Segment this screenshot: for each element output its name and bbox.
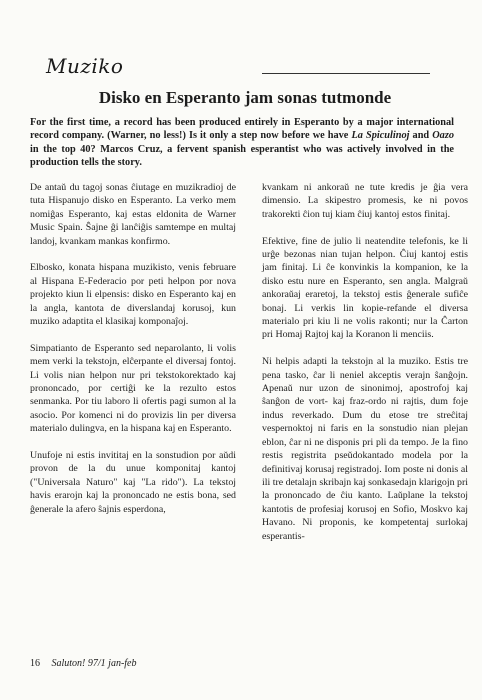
magazine-name: Saluton! <box>51 658 86 669</box>
page-footer <box>30 658 137 669</box>
lead-text-1: For the first time, a record has been produced entirely in Esperanto by a major international record company. (Warner, no less!) Is it only a step now before we have <box>30 117 454 142</box>
paragraph: De antaŭ du tagoj sonas ĉiutage en muzikradioj de tuta Hispanujo disko en Esperanto. La verko mem nomiĝas Esperanto, kaj estas eldonita de Warner Music Spain. Ŝajne ĝi lanĉiĝis samtempe en multaj landoj, kvankam mankas konfirmo. <box>30 182 236 247</box>
paragraph: Efektive, fine de julio li neatendite telefonis, ke li urĝe bezonas nian tujan helpon. Ĉiuj kantoj estis jam finitaj. Li ĉe konvinkis la kompanion, ke la disko estu nure en Esperanto, sen angla. Malgraŭ ankoraŭaj eraretoj, la tekstoj estis ĝenerale sufiĉe bonaj. Li verkis lin kopie-refande el diversa materialo pri kiu li ne volis rakonti; nur la Ĉarton pri Homaj Rajtoj kaj la Koranon li menciis. <box>262 235 468 341</box>
left-column <box>30 181 236 530</box>
issue-label: 97/1 jan-feb <box>87 658 137 669</box>
paragraph: Ni helpis adapti la tekstojn al la muziko. Estis tre pena tasko, ĉar li neniel akceptis verajn ŝanĝojn. Apenaŭ nur uzon de sinonimoj, apostrofoj kaj ŝanĝon de vort- kaj fraz-ordo ni rajtis, dum foje indus reverkado. Dum du etose tre streĉitaj vespernoktoj ni faris en la sonstudio nian plejan eblon, ĉar ni ne disponis pri pli da tempo. Je la fino restis registrita pseŭdokantado modela por la definitivaj korusaj registradoj. Iom poste ni donis al ili tre detalajn skribajn kaj sonkasedajn klarigojn pri la prononcado de ĉiu kanto. Laŭplane la tekstoj kantotis de profesiaj korusoj en Sofio, Moskvo kaj Havano. Ni proponis, ke kompetentaj surlokaj esperantis- <box>262 356 468 542</box>
paragraph: Simpatianto de Esperanto sed neparolanto, li volis mem verki la tekstojn, elĉerpante el diversaj fontoj. Li volis nian helpon nur pri tekstokorektado kaj prononcado, por certiĝi ke la rezulto estos senmanka. Por tiu laboro li ofertis pagi sumon al la asocio. Por komenci ni do provizis lin per diversa materialo dulingva, en la hispana kaj en Esperanto. <box>30 342 236 435</box>
paragraph: kvankam ni ankoraŭ ne tute kredis je ĝia vera dimensio. La skipestro promesis, ke ni povos trakorekti ĉion tuj kiam ĉiuj kantoj estos finitaj. <box>262 182 468 220</box>
section-rule <box>262 73 430 74</box>
article-lead <box>30 116 454 170</box>
lead-text-3: in the top 40? Marcos Cruz, a fervent spanish esperantist who was actively involved in the production tells the story. <box>30 143 454 169</box>
paragraph: Unufoje ni estis invititaj en la sonstudion por aŭdi provon de la du unue komponitaj kantoj ("Universala Naturo" kaj "La rido"). La tekstoj havis erarojn kaj la prononcado ne estis bona, sed ĝenerale la afero ŝajnis esperdona, <box>30 450 236 515</box>
lead-italic-1: La Spiculinoj <box>351 130 410 142</box>
article-headline: Disko en Esperanto jam sonas tutmonde <box>98 88 392 107</box>
paragraph: Elbosko, konata hispana muzikisto, venis februare al Hispana E-Federacio por peti helpon por nova projekto kiun li elpensis: disko en Esperanto kaj en la angla, kantota de diverslandaj korusoj, kun muziko adaptita el klasikaj komponaĵoj. <box>30 262 236 328</box>
right-column <box>262 181 468 556</box>
lead-italic-2: Oazo <box>432 130 454 142</box>
section-title: Muziko <box>46 54 124 78</box>
page-number: 16 <box>30 658 40 669</box>
lead-text-2: and <box>409 130 433 142</box>
